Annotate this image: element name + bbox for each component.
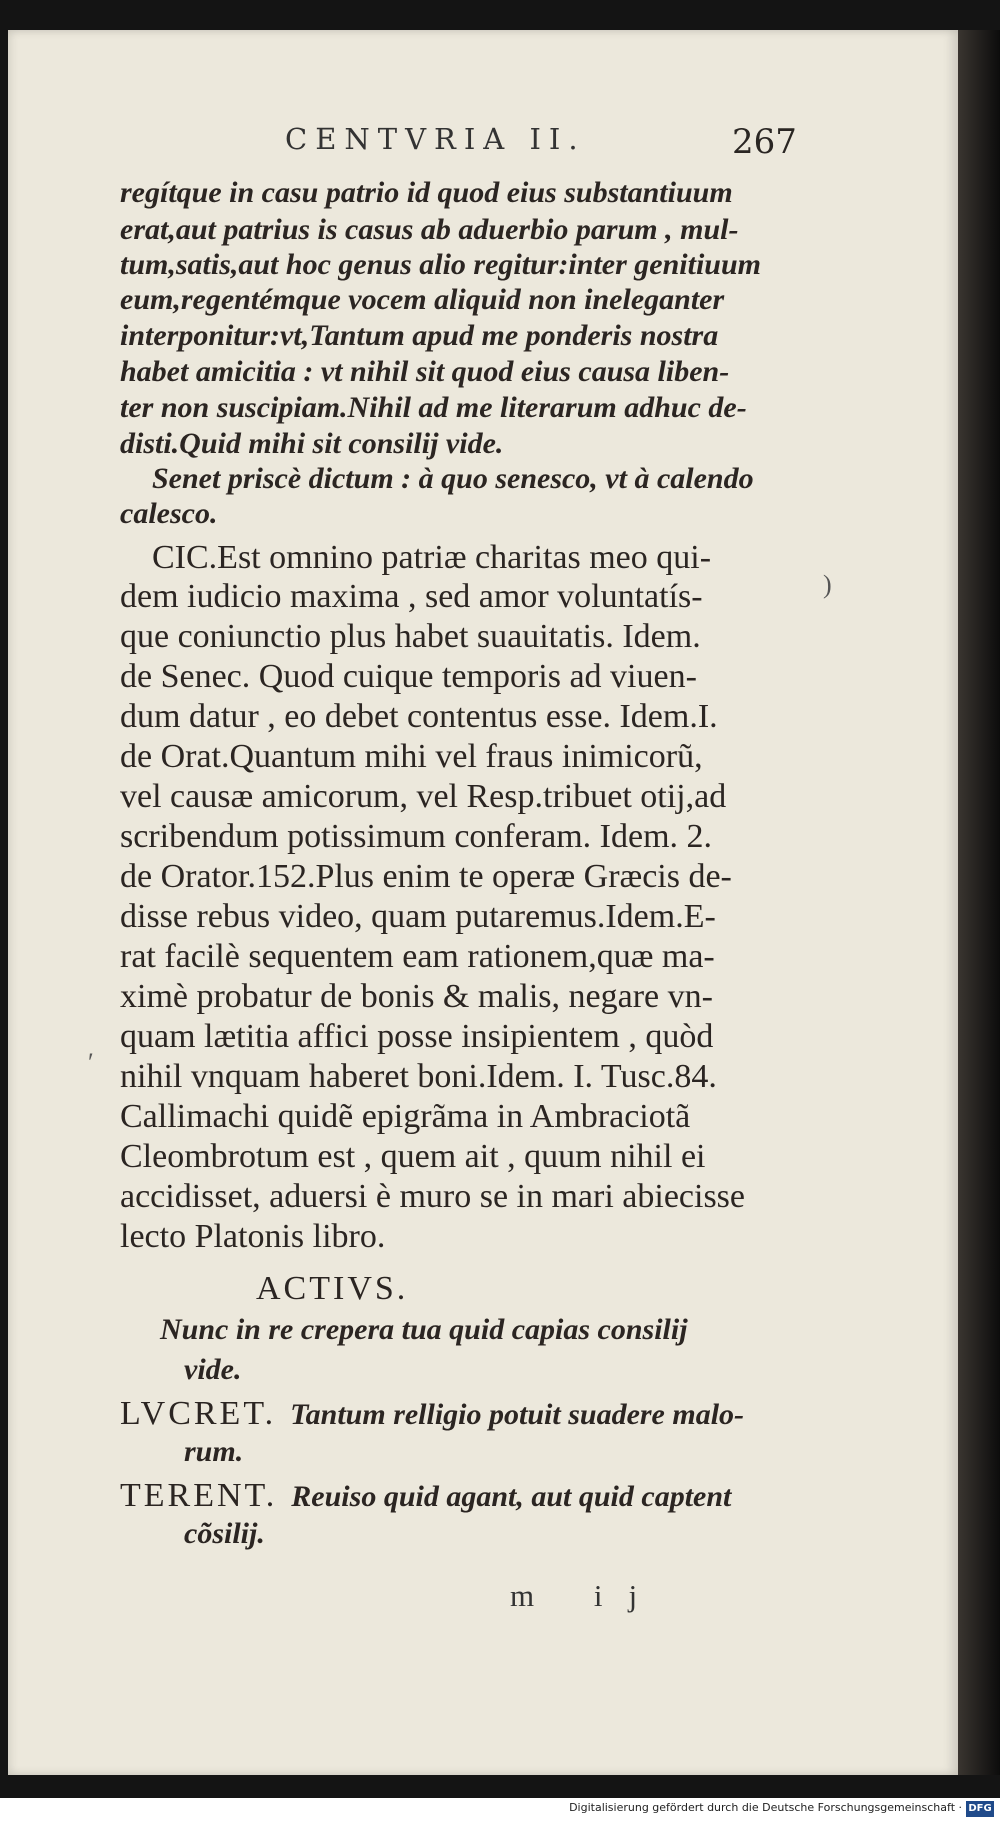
text-line [120, 1058, 717, 1096]
line-text: vide. [184, 1353, 242, 1386]
line-text: de Orator.152.Plus enim te operæ Græcis de- [120, 858, 732, 895]
line-text: nihil vnquam haberet boni.Idem. I. Tusc.84. [120, 1058, 717, 1095]
margin-mark: ) [823, 570, 832, 599]
text-line [256, 1270, 408, 1308]
running-head: CENTVRIA II. [285, 122, 586, 156]
text-line [120, 283, 724, 317]
text-line [120, 355, 729, 389]
line-text: rum. [184, 1435, 244, 1468]
line-text: accidisset, aduersi è muro se in mari abiecisse [120, 1178, 745, 1215]
text-line [120, 1395, 744, 1433]
text-line [120, 978, 713, 1016]
signature-mark: m ij [510, 1578, 664, 1613]
text-line [120, 898, 716, 936]
line-text: Callimachi quidẽ epigrãma in Ambraciotã [120, 1098, 691, 1135]
line-text: CIC.Est omnino patriæ charitas meo qui- [152, 539, 712, 576]
quotation-text: Tantum relligio potuit suadere malo- [290, 1398, 745, 1431]
line-text: rat facilè sequentem eam rationem,quæ ma- [120, 938, 715, 975]
text-line [120, 578, 703, 616]
text-line [152, 462, 754, 496]
book-page [8, 30, 958, 1775]
text-line [120, 248, 761, 282]
text-line [120, 176, 733, 210]
text-line [120, 1098, 690, 1136]
line-text: ximè probatur de bonis & malis, negare vn- [120, 978, 713, 1015]
page-header [120, 96, 810, 162]
line-text: lecto Platonis libro. [120, 1218, 386, 1255]
line-text: de Orat.Quantum mihi vel fraus inimicorũ, [120, 738, 703, 775]
line-text: disti.Quid mihi sit consilij vide. [120, 427, 504, 460]
line-text: Nunc in re crepera tua quid capias consilij [160, 1313, 688, 1346]
line-text: dem iudicio maxima , sed amor voluntatís- [120, 578, 703, 615]
line-text: erat,aut patrius is casus ab aduerbio parum , mul- [120, 213, 739, 246]
line-text: Cleombrotum est , quem ait , quum nihil ei [120, 1138, 706, 1175]
line-text: disse rebus video, quam putaremus.Idem.E- [120, 898, 716, 935]
text-line [160, 1313, 688, 1347]
line-text: regítque in casu patrio id quod eius substantiuum [120, 176, 733, 209]
text-line [120, 778, 726, 816]
line-text: dum datur , eo debet contentus esse. Idem.I. [120, 698, 718, 735]
line-text: eum,regentémque vocem aliquid non ineleganter [120, 283, 725, 316]
text-line [120, 618, 701, 656]
text-line [120, 818, 712, 856]
line-text: cõsilij. [184, 1517, 265, 1550]
text-line [120, 1018, 713, 1056]
line-text: tum,satis,aut hoc genus alio regitur:inter genitiuum [120, 248, 761, 281]
author-label: TERENT. [120, 1477, 278, 1514]
text-line [120, 497, 217, 531]
text-line [120, 319, 718, 353]
line-text: ACTIVS. [256, 1270, 409, 1307]
line-text: ter non suscipiam.Nihil ad me literarum adhuc de- [120, 391, 747, 424]
text-line [184, 1517, 265, 1551]
text-line [120, 391, 747, 425]
author-label: LVCRET. [120, 1395, 277, 1432]
line-text: Senet priscè dictum : à quo senesco, vt à calendo [152, 462, 754, 495]
text-line [120, 658, 697, 696]
digitization-footer [0, 1798, 1000, 1822]
line-text: vel causæ amicorum, vel Resp.tribuet otij,ad [120, 778, 727, 815]
line-text: habet amicitia : vt nihil sit quod eius causa liben- [120, 355, 730, 388]
text-line [152, 539, 711, 577]
text-line [120, 738, 703, 776]
text-line [120, 1218, 385, 1256]
line-text: interponitur:vt,Tantum apud me ponderis nostra [120, 319, 719, 352]
margin-mark: ′ [88, 1048, 94, 1077]
text-line [184, 1435, 243, 1469]
line-text: quam lætitia affici posse insipientem , quòd [120, 1018, 714, 1055]
page-number: 267 [732, 122, 797, 162]
text-line [120, 858, 732, 896]
text-line [120, 1178, 745, 1216]
text-line [120, 698, 718, 736]
text-line [120, 427, 503, 461]
text-line [120, 1477, 731, 1515]
line-text: de Senec. Quod cuique temporis ad viuen- [120, 658, 697, 695]
quotation-text: Reuiso quid agant, aut quid captent [291, 1480, 732, 1513]
book-spine [958, 30, 1000, 1775]
line-text: scribendum potissimum conferam. Idem. 2. [120, 818, 713, 855]
dfg-logo: DFG [966, 1801, 994, 1817]
line-text: calesco. [120, 497, 218, 530]
text-line [120, 1138, 706, 1176]
text-line [120, 213, 738, 247]
footer-credit: Digitalisierung gefördert durch die Deutsche Forschungsgemeinschaft · [569, 1801, 962, 1814]
line-text: que coniunctio plus habet suauitatis. Idem. [120, 618, 701, 655]
text-line [184, 1353, 241, 1387]
text-line [120, 938, 715, 976]
